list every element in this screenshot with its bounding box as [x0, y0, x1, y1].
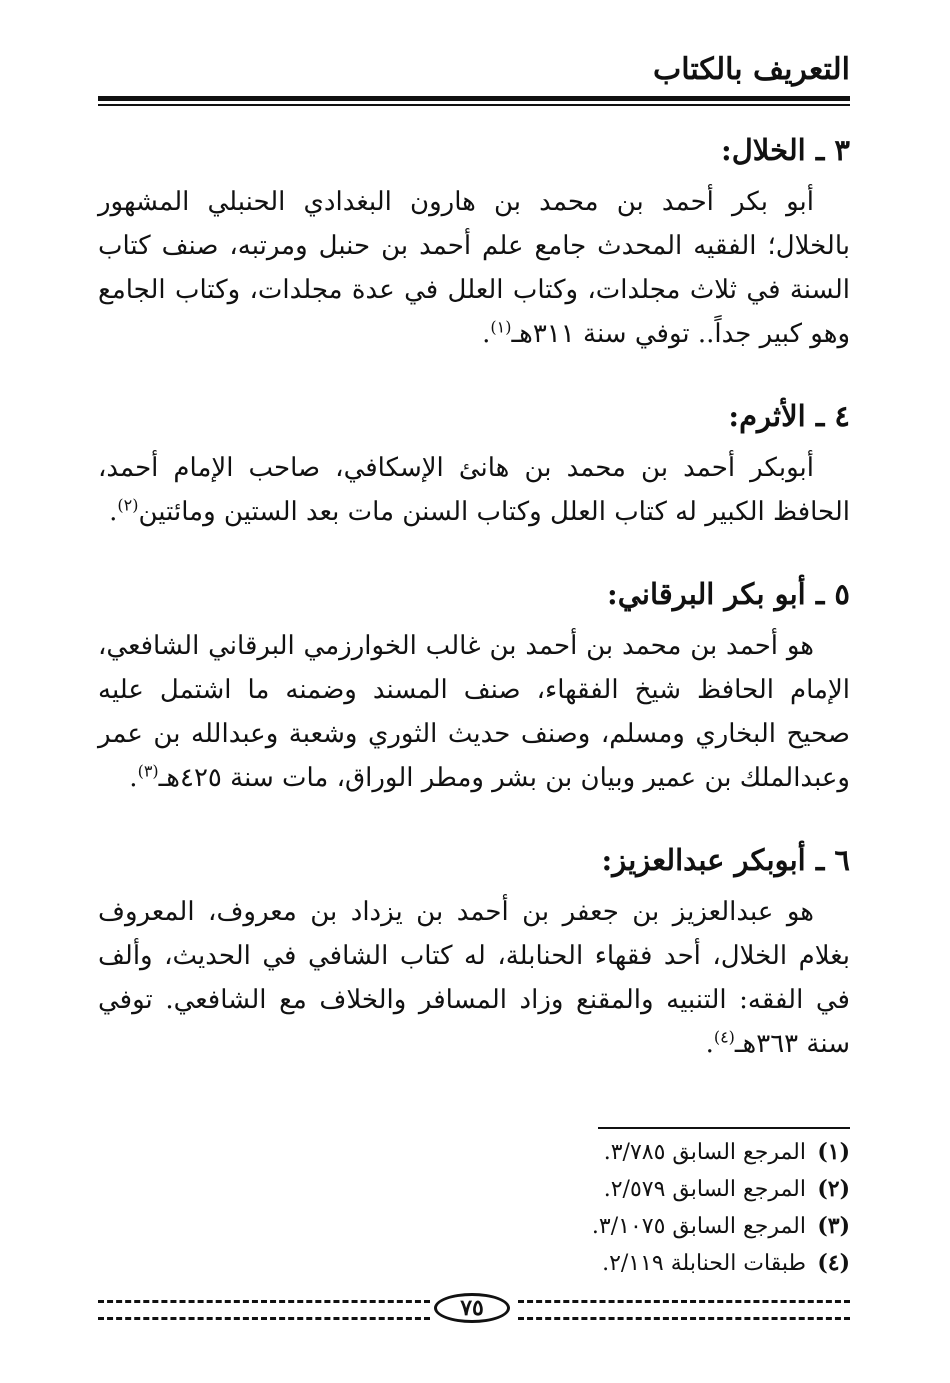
entry-body: هو عبدالعزيز بن جعفر بن أحمد بن يزداد بن معروف، المعروف بغلام الخلال، أحد فقهاء الحنابلة، له كتاب الشافي في الحديث، وألف في الفقه: التنبيه والمقنع وزاد المسافر والخلاف مع الشافعي. توفي سنة ٣٦٣هـ: [98, 897, 850, 1059]
footnote-item: [98, 1208, 850, 1245]
footnote-text: طبقات الحنابلة ٢/١١٩.: [602, 1251, 806, 1276]
entry-al-athram: [98, 394, 850, 534]
header-rule-thin: [98, 104, 850, 106]
footnote-ref[interactable]: (١): [490, 317, 512, 337]
footnote-separator: [598, 1127, 850, 1129]
footnote-text: المرجع السابق ٢/٥٧٩.: [603, 1177, 806, 1202]
footnotes: [98, 1134, 850, 1282]
dashed-rule-left: [98, 1300, 430, 1320]
entry-title: ٤ ـ الأثرم:: [728, 399, 850, 433]
entry-end: .: [482, 319, 491, 349]
footnote-ref[interactable]: (٢): [117, 495, 139, 515]
footnote-number: (١): [817, 1139, 850, 1165]
footnote-number: (٢): [817, 1176, 850, 1202]
entry-al-khallal: [98, 128, 850, 356]
dashed-rule-right: [518, 1300, 850, 1320]
entry-title: ٦ ـ أبوبكر عبدالعزيز:: [601, 843, 850, 877]
entry-body: أبوبكر أحمد بن محمد بن هانئ الإسكافي، صاحب الإمام أحمد، الحافظ الكبير له كتاب العلل وكتاب السنن مات بعد الستين ومائتين: [98, 453, 850, 527]
entry-text: [98, 890, 850, 1066]
footnote-ref[interactable]: (٣): [137, 761, 159, 781]
entry-al-barqani: [98, 572, 850, 800]
header-rule-thick: [98, 96, 850, 101]
running-title: التعريف بالكتاب: [652, 52, 850, 87]
footnote-item: [98, 1245, 850, 1282]
footnote-number: (٤): [817, 1250, 850, 1276]
footnote-item: [98, 1171, 850, 1208]
entry-body: أبو بكر أحمد بن محمد بن هارون البغدادي الحنبلي المشهور بالخلال؛ الفقيه المحدث جامع علم أحمد بن حنبل ومرتبه، صنف كتاب السنة في ثلاث مجلدات، وكتاب العلل في عدة مجلدات، وكتاب الجامع وهو كبير جداً.. توفي سنة ٣١١هـ: [98, 187, 850, 349]
entry-text: [98, 180, 850, 356]
footnote-text: المرجع السابق ٣/٧٨٥.: [603, 1140, 806, 1165]
footnote-text: المرجع السابق ٣/١٠٧٥.: [591, 1214, 806, 1239]
page-footer-ornament: [98, 1294, 850, 1324]
page-content: [98, 128, 850, 1066]
entry-body: هو أحمد بن محمد بن أحمد بن غالب الخوارزمي البرقاني الشافعي، الإمام الحافظ شيخ الفقهاء، صنف المسند وضمنه ما اشتمل عليه صحيح البخاري ومسلم، وصنف حديث الثوري وشعبة وعبدالله بن عمر وعبدالملك بن عمير وبيان بن بشر ومطر الوراق، مات سنة ٤٢٥هـ: [98, 631, 850, 793]
entry-end: .: [109, 497, 118, 527]
page-number: ٧٥: [434, 1293, 510, 1323]
entry-text: [98, 446, 850, 534]
footnote-number: (٣): [817, 1213, 850, 1239]
entry-abdul-aziz: [98, 838, 850, 1066]
entry-title: ٥ ـ أبو بكر البرقاني:: [607, 577, 850, 611]
entry-end: .: [129, 763, 138, 793]
footnote-ref[interactable]: (٤): [713, 1027, 735, 1047]
entry-end: .: [705, 1029, 714, 1059]
entry-text: [98, 624, 850, 800]
entry-title: ٣ ـ الخلال:: [721, 133, 850, 167]
footnote-item: [98, 1134, 850, 1171]
